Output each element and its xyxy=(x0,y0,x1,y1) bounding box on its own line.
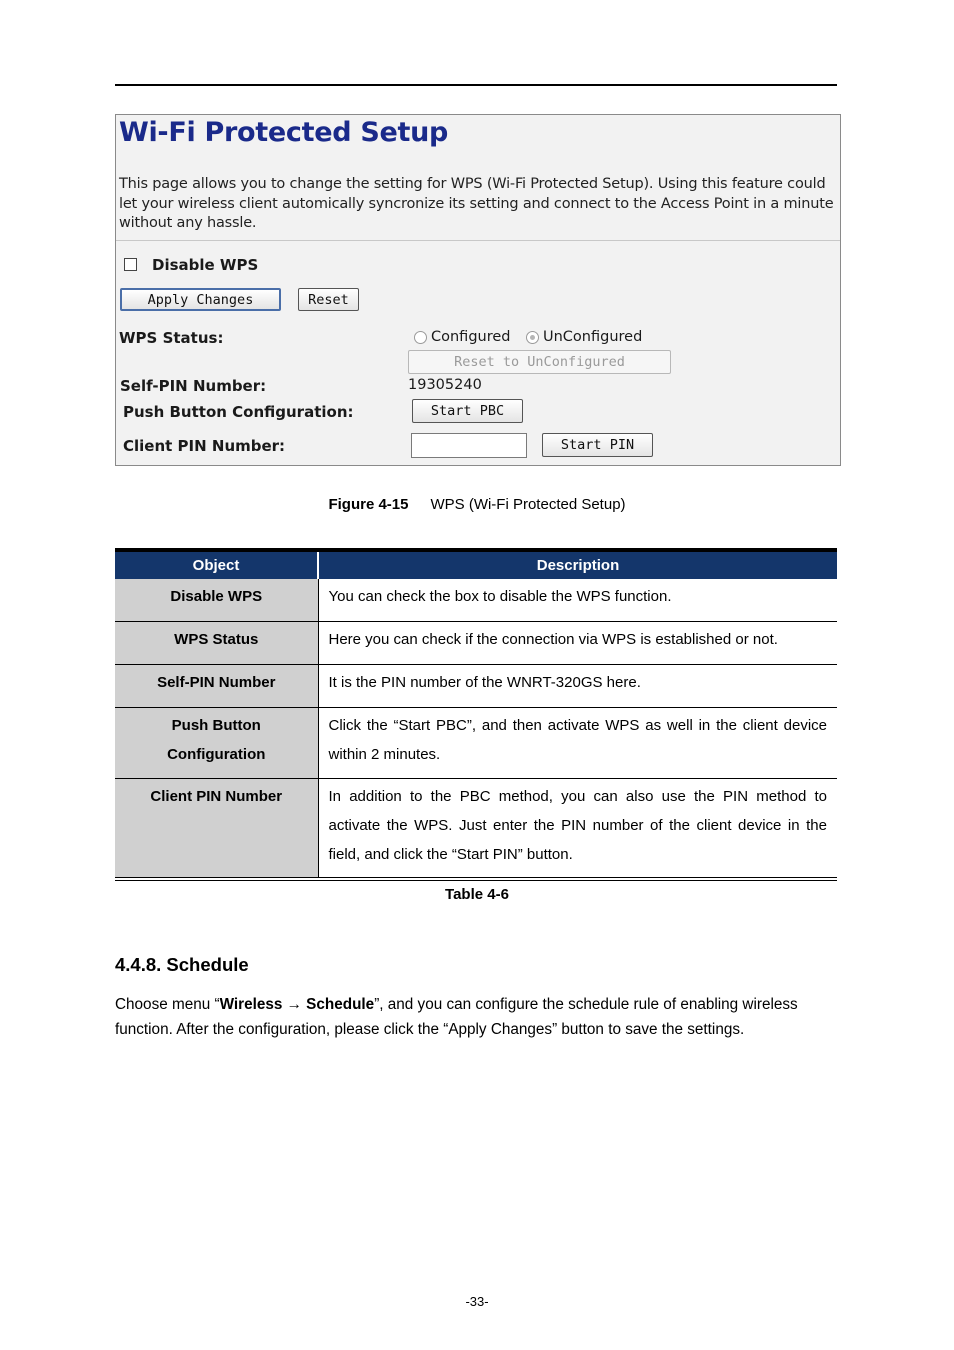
self-pin-value: 19305240 xyxy=(408,377,482,393)
row-object: Push Button Configuration xyxy=(115,708,318,779)
row-object: WPS Status xyxy=(115,622,318,665)
unconfigured-radio-label: UnConfigured xyxy=(543,329,643,345)
schedule-paragraph xyxy=(115,992,837,1042)
wps-status-label: WPS Status: xyxy=(119,329,224,347)
header-object: Object xyxy=(115,552,318,579)
object-description-table xyxy=(115,548,837,881)
reset-to-unconfigured-button[interactable]: Reset to UnConfigured xyxy=(408,350,671,374)
wps-description: This page allows you to change the setting for WPS (Wi-Fi Protected Setup). Using this feature could let your wireless client automically syncronize its setting and connect to the Access Point in a minute without any hassle. xyxy=(119,176,834,231)
table-row xyxy=(115,579,837,622)
section-heading: 4.4.8. Schedule xyxy=(115,954,249,975)
row-description: Click the “Start PBC”, and then activate WPS as well in the client device within 2 minutes. xyxy=(318,708,837,779)
row-object: Client PIN Number xyxy=(115,779,318,878)
header-rule xyxy=(115,84,837,86)
row-description: You can check the box to disable the WPS function. xyxy=(318,579,837,622)
client-pin-label: Client PIN Number: xyxy=(123,437,286,455)
start-pin-button[interactable]: Start PIN xyxy=(542,433,653,457)
row-description: It is the PIN number of the WNRT-320GS here. xyxy=(318,665,837,708)
menu-path: Wireless → Schedule xyxy=(219,996,375,1013)
disable-wps-checkbox[interactable] xyxy=(124,258,137,271)
disable-wps-label: Disable WPS xyxy=(152,256,259,274)
self-pin-label: Self-PIN Number: xyxy=(120,377,267,395)
unconfigured-radio[interactable] xyxy=(526,331,539,344)
figure-number: Figure 4-15 xyxy=(328,496,409,513)
figure-text: WPS (Wi-Fi Protected Setup) xyxy=(430,496,626,513)
apply-changes-button[interactable]: Apply Changes xyxy=(120,288,281,311)
table-row xyxy=(115,708,837,779)
table-header-row xyxy=(115,552,837,579)
configured-radio-label: Configured xyxy=(431,329,511,345)
table-bottom-rule xyxy=(115,880,837,881)
table-caption: Table 4-6 xyxy=(445,886,509,903)
figure-caption xyxy=(0,496,954,513)
configured-radio[interactable] xyxy=(414,331,427,344)
row-object: Disable WPS xyxy=(115,579,318,622)
para-prefix: Choose menu “ xyxy=(115,996,220,1013)
header-description: Description xyxy=(318,552,837,579)
wps-screenshot xyxy=(115,114,841,466)
table-row xyxy=(115,622,837,665)
table-row xyxy=(115,779,837,878)
pbc-label: Push Button Configuration: xyxy=(123,403,354,421)
wps-divider xyxy=(116,240,840,241)
start-pbc-button[interactable]: Start PBC xyxy=(412,399,523,423)
reset-button[interactable]: Reset xyxy=(298,288,359,311)
para-suffix: ”, and you can configure the schedule rule of enabling wireless function. After the configuration, please click the “Apply Changes” button to save the settings. xyxy=(115,996,798,1038)
row-description: Here you can check if the connection via WPS is established or not. xyxy=(318,622,837,665)
table-row xyxy=(115,665,837,708)
wps-page-title: Wi-Fi Protected Setup xyxy=(119,117,449,148)
client-pin-input[interactable] xyxy=(411,433,527,458)
row-object: Self-PIN Number xyxy=(115,665,318,708)
row-description: In addition to the PBC method, you can also use the PIN method to activate the WPS. Just enter the PIN number of the client device in the field, and click the “Start PIN” button. xyxy=(318,779,837,878)
page-number: -33- xyxy=(465,1294,489,1309)
